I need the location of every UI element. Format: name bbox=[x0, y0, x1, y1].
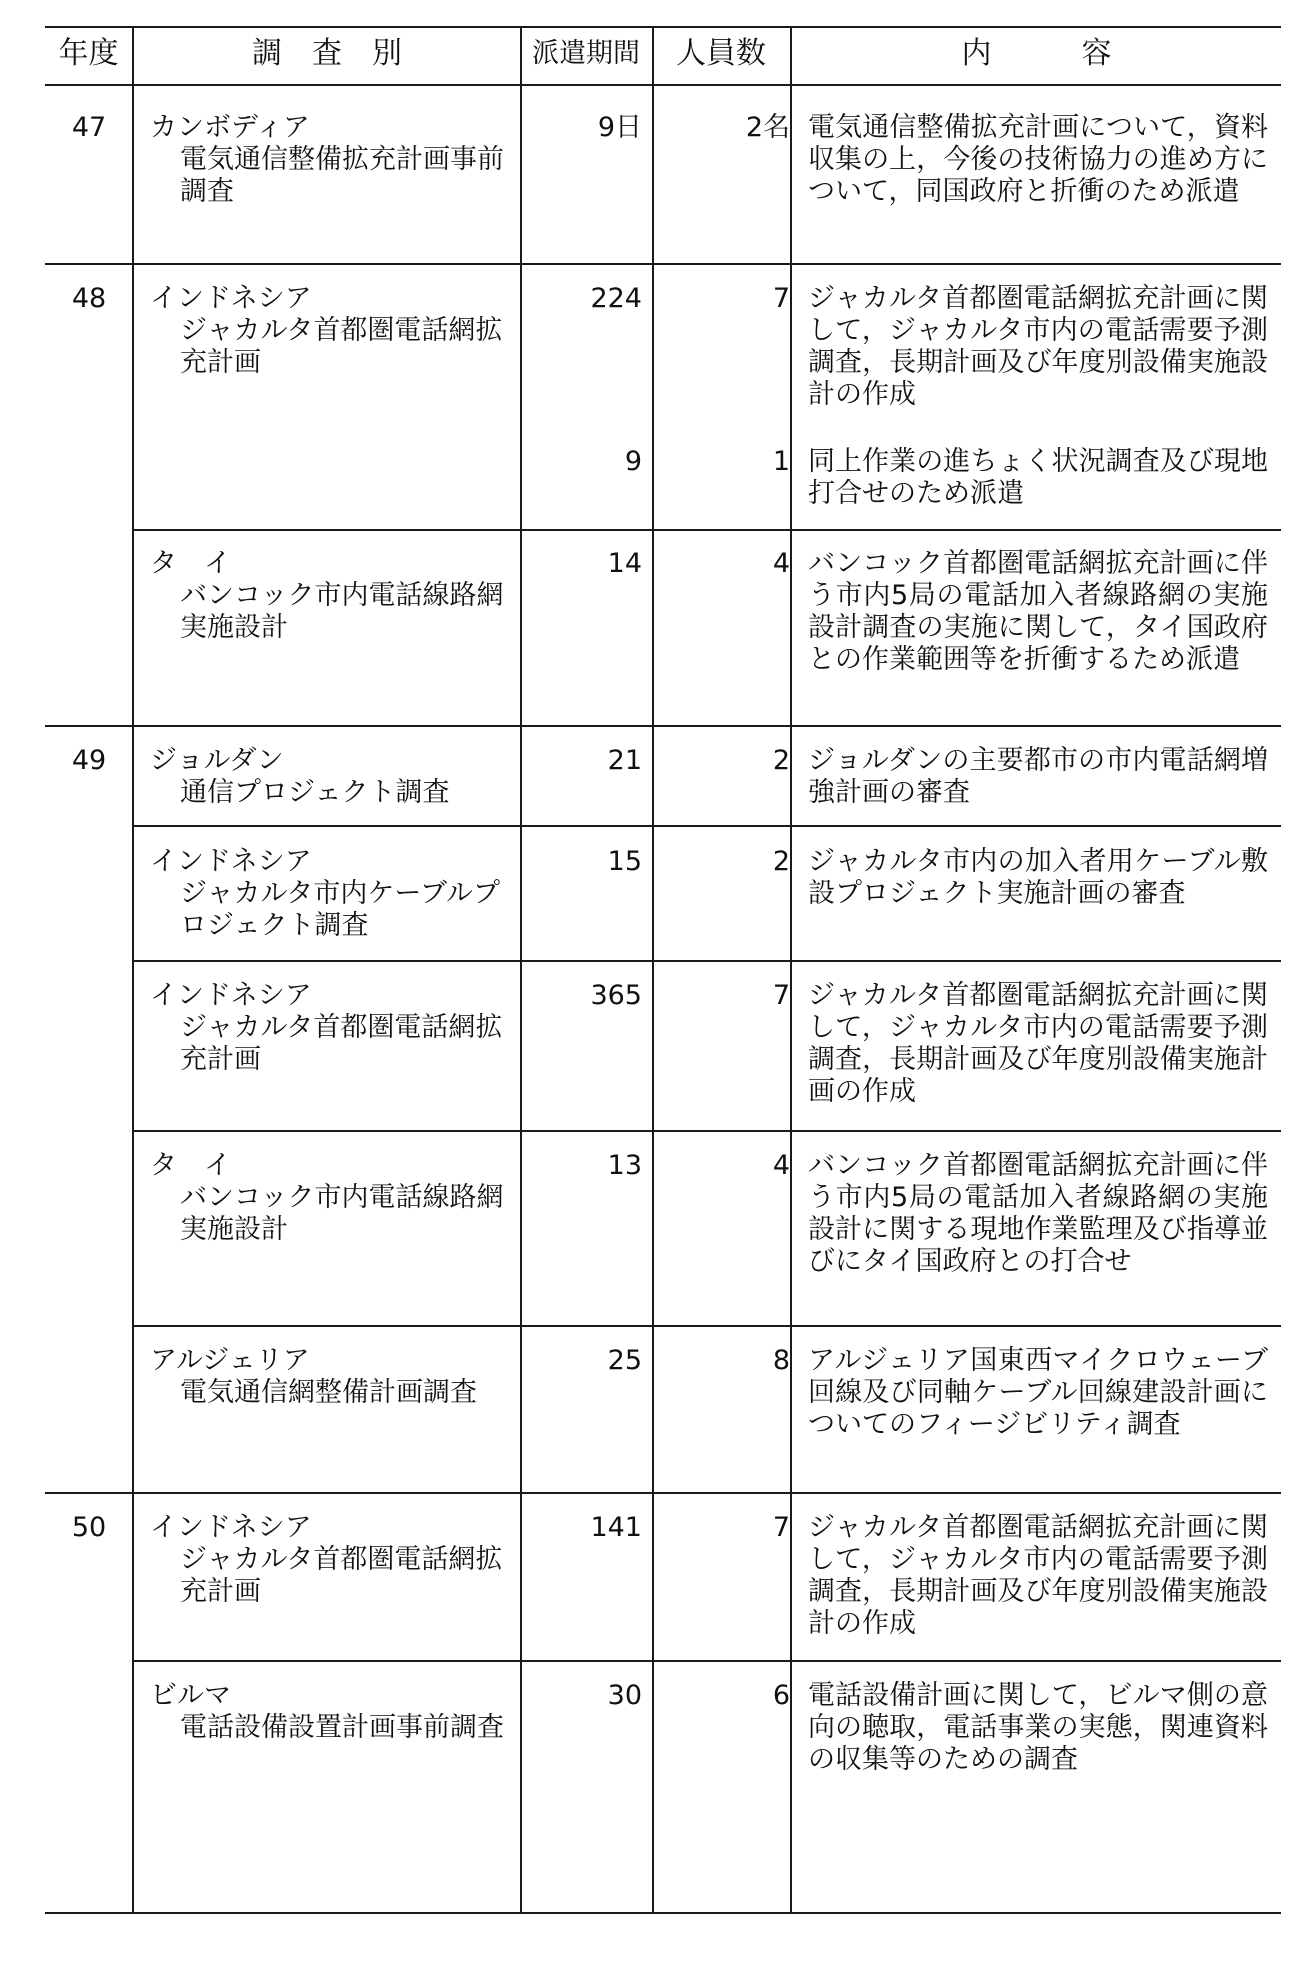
content-cell: バンコック首都圏電話網拡充計画に伴う市内5局の電話加入者線路網の実施設計調査の実施に関して，タイ国政府との作業範囲等を折衝するため派遣 bbox=[808, 548, 1268, 675]
survey-title: バンコック市内電話線路網実施設計 bbox=[180, 580, 504, 643]
period-cell: 365 bbox=[590, 980, 642, 1011]
header-bottom-rule bbox=[45, 84, 1281, 86]
period-cell: 9 bbox=[624, 446, 642, 477]
survey-title: 電話設備設置計画事前調査 bbox=[180, 1712, 504, 1743]
content-cell: ジャカルタ首都圏電話網拡充計画に関して，ジャカルタ市内の電話需要予測調査，長期計画及び年度別設備実施設計の作成 bbox=[808, 1512, 1268, 1639]
survey-title: ジャカルタ首都圏電話網拡充計画 bbox=[180, 1544, 503, 1607]
survey-title: 通信プロジェクト調査 bbox=[180, 777, 450, 808]
period-cell: 13 bbox=[607, 1150, 642, 1181]
year-cell: 49 bbox=[71, 745, 107, 776]
personnel-cell: 4 bbox=[772, 1150, 790, 1181]
country-name: インドネシア bbox=[150, 846, 312, 877]
column-divider bbox=[132, 26, 134, 1912]
country-name: インドネシア bbox=[150, 980, 312, 1011]
period-cell: 30 bbox=[607, 1680, 642, 1711]
content-cell: 電気通信整備拡充計画について，資料収集の上，今後の技術協力の進め方について，同国政府と折衝のため派遣 bbox=[808, 112, 1268, 207]
survey-title: ジャカルタ首都圏電話網拡充計画 bbox=[180, 1012, 503, 1075]
personnel-cell: 2名 bbox=[745, 112, 790, 143]
content-cell: 電話設備計画に関して，ビルマ側の意向の聴取，電話事業の実態，関連資料の収集等のための調査 bbox=[808, 1680, 1268, 1775]
personnel-cell: 1 bbox=[772, 446, 790, 477]
table-top-rule bbox=[45, 26, 1281, 28]
table-bottom-rule bbox=[45, 1912, 1281, 1914]
personnel-cell: 2 bbox=[772, 846, 790, 877]
header-personnel: 人員数 bbox=[676, 36, 766, 71]
content-cell: アルジェリア国東西マイクロウェーブ回線及び同軸ケーブル回線建設計画についてのフィージビリティ調査 bbox=[808, 1345, 1268, 1440]
header-content: 内 容 bbox=[961, 36, 1112, 71]
survey-title: 電気通信網整備計画調査 bbox=[180, 1377, 477, 1408]
content-cell: 同上作業の進ちょく状況調査及び現地打合せのため派遣 bbox=[808, 446, 1268, 509]
survey-cell bbox=[150, 1680, 520, 1744]
row-divider bbox=[132, 960, 1281, 962]
survey-title: 電気通信整備拡充計画事前調査 bbox=[180, 144, 504, 207]
country-name: ジョルダン bbox=[150, 745, 284, 776]
period-cell: 14 bbox=[607, 548, 642, 579]
year-cell: 48 bbox=[71, 283, 107, 314]
content-cell: ジャカルタ市内の加入者用ケーブル敷設プロジェクト実施計画の審査 bbox=[808, 846, 1268, 909]
period-cell: 25 bbox=[607, 1345, 642, 1376]
year-divider bbox=[45, 1492, 1281, 1494]
content-cell: ジャカルタ首都圏電話網拡充計画に関して，ジャカルタ市内の電話需要予測調査，長期計画及び年度別設備実施設計の作成 bbox=[808, 283, 1268, 410]
survey-cell bbox=[150, 283, 520, 379]
year-divider bbox=[45, 263, 1281, 265]
row-divider bbox=[132, 1325, 1281, 1327]
period-cell: 141 bbox=[590, 1512, 642, 1543]
survey-cell bbox=[150, 1345, 520, 1409]
period-cell: 224 bbox=[590, 283, 642, 314]
column-divider bbox=[790, 26, 792, 1912]
content-cell: ジャカルタ首都圏電話網拡充計画に関して，ジャカルタ市内の電話需要予測調査，長期計画及び年度別設備実施計画の作成 bbox=[808, 980, 1268, 1107]
year-cell: 47 bbox=[71, 112, 107, 143]
survey-title: バンコック市内電話線路網実施設計 bbox=[180, 1182, 504, 1245]
content-cell: ジョルダンの主要都市の市内電話網増強計画の審査 bbox=[808, 745, 1268, 808]
year-divider bbox=[45, 725, 1281, 727]
period-cell: 21 bbox=[607, 745, 642, 776]
row-divider bbox=[132, 1660, 1281, 1662]
survey-cell bbox=[150, 548, 520, 644]
row-divider bbox=[132, 529, 1281, 531]
personnel-cell: 7 bbox=[772, 1512, 790, 1543]
survey-title: ジャカルタ首都圏電話網拡充計画 bbox=[180, 315, 503, 378]
personnel-cell: 7 bbox=[772, 980, 790, 1011]
country-name: アルジェリア bbox=[150, 1345, 310, 1376]
country-name: ビルマ bbox=[150, 1680, 231, 1711]
personnel-cell: 8 bbox=[772, 1345, 790, 1376]
personnel-cell: 6 bbox=[772, 1680, 790, 1711]
year-cell: 50 bbox=[71, 1512, 107, 1543]
header-year: 年度 bbox=[58, 36, 119, 71]
country-name: カンボディア bbox=[150, 112, 310, 143]
personnel-cell: 4 bbox=[772, 548, 790, 579]
survey-cell bbox=[150, 1512, 520, 1608]
country-name: インドネシア bbox=[150, 1512, 312, 1543]
row-divider bbox=[132, 825, 1281, 827]
column-divider bbox=[520, 26, 522, 1912]
country-name: タ イ bbox=[150, 548, 231, 579]
header-survey: 調 査 別 bbox=[252, 36, 402, 71]
survey-cell bbox=[150, 745, 520, 809]
column-divider bbox=[652, 26, 654, 1912]
header-period: 派遣期間 bbox=[532, 38, 640, 69]
personnel-cell: 7 bbox=[772, 283, 790, 314]
period-cell: 9日 bbox=[597, 112, 642, 143]
period-cell: 15 bbox=[607, 846, 642, 877]
survey-cell bbox=[150, 980, 520, 1076]
survey-title: ジャカルタ市内ケーブルプロジェクト調査 bbox=[180, 878, 500, 941]
content-cell: バンコック首都圏電話網拡充計画に伴う市内5局の電話加入者線路網の実施設計に関する現地作業監理及び指導並びにタイ国政府との打合せ bbox=[808, 1150, 1268, 1277]
country-name: インドネシア bbox=[150, 283, 312, 314]
country-name: タ イ bbox=[150, 1150, 231, 1181]
personnel-cell: 2 bbox=[772, 745, 790, 776]
survey-cell bbox=[150, 846, 520, 942]
row-divider bbox=[132, 1130, 1281, 1132]
survey-cell bbox=[150, 1150, 520, 1246]
survey-cell bbox=[150, 112, 520, 208]
